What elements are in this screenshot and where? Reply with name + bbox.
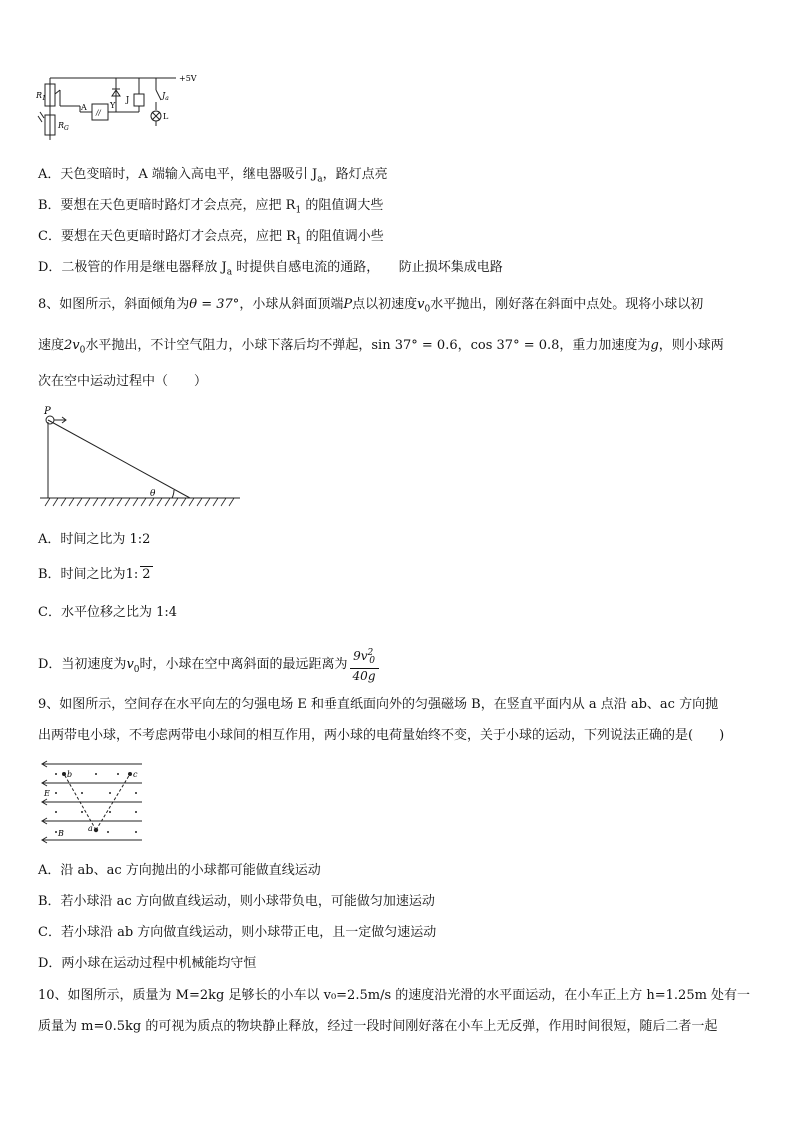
- ground-hatch: [61, 498, 66, 506]
- q8-stem-line3: 次在空中运动过程中（ ）: [38, 374, 208, 389]
- y-terminal-label: Y: [110, 101, 116, 110]
- ground-hatch: [213, 498, 218, 506]
- ground-hatch: [101, 498, 106, 506]
- ground-hatch: [69, 498, 74, 506]
- point-a-label: a: [88, 824, 93, 833]
- q9-stem-line2: 出两带电小球，不考虑两带电小球间的相互作用，两小球的电荷量始终不变，关于小球的运动，下列说法正确的是( ): [38, 728, 725, 743]
- ground-hatch: [93, 498, 98, 506]
- ground-hatch: [197, 498, 202, 506]
- q9-option-c: C．若小球沿 ab 方向做直线运动，则小球带正电，且一定做匀速运动: [38, 925, 437, 940]
- q7-option-d: D．二极管的作用是继电器释放 $J_a$ 时提供自感电流的通路， 防止损坏集成电路: [38, 260, 503, 278]
- point-p-label: P: [44, 406, 51, 417]
- b-field-label: B: [58, 829, 64, 838]
- switch-ja-label: $J_a$: [162, 91, 169, 102]
- ground-hatch: [165, 498, 170, 506]
- theta-label: θ: [150, 489, 156, 499]
- ground-hatch: [125, 498, 130, 506]
- point-c-label: c: [133, 770, 138, 779]
- q9-option-d: D．两小球在运动过程中机械能均守恒: [38, 956, 257, 971]
- q8-stem-line1: 8、如图所示，斜面倾角为θ = 37°，小球从斜面顶端P点以初速度$v_0$水平抛出，刚好落在斜面中点处。现将小球以初: [38, 297, 704, 315]
- ground-hatch: [221, 498, 226, 506]
- q8-stem-line2: 速度$2v_0$水平抛出，不计空气阻力，小球下落后均不弹起，sin 37° = 0.6，cos 37° = 0.8，重力加速度为g，则小球两: [38, 338, 724, 356]
- q8-option-c: C．水平位移之比为 1:4: [38, 605, 178, 620]
- ground-hatch: [205, 498, 210, 506]
- q9-stem-line1: 9、如图所示，空间存在水平向左的匀强电场 E 和垂直纸面向外的匀强磁场 B，在竖直平面内从 a 点沿 ab、ac 方向抛: [38, 697, 719, 712]
- ground-hatch: [117, 498, 122, 506]
- ground-hatch: [181, 498, 186, 506]
- a-terminal-label: A: [81, 103, 87, 112]
- supply-label: +5V: [179, 74, 197, 83]
- q10-stem-line1: 10、如图所示，质量为 M=2kg 足够长的小车以 v₀=2.5m/s 的速度沿光滑的水平面运动，在小车正上方 h=1.25m 处有一: [38, 988, 751, 1003]
- q10-stem-line2: 质量为 m=0.5kg 的可视为质点的物块静止释放，经过一段时间刚好落在小车上无反弹，作用时间很短，随后二者一起: [38, 1019, 718, 1034]
- gate-label: //: [96, 109, 101, 117]
- ground-hatch: [141, 498, 146, 506]
- q8-option-b: B．时间之比为1: 2: [38, 567, 151, 582]
- rg-label: $R_G$: [58, 121, 69, 132]
- ground-hatch: [133, 498, 138, 506]
- ground-hatch: [157, 498, 162, 506]
- ground-hatch: [85, 498, 90, 506]
- point-b-label: b: [67, 770, 73, 779]
- incline-diagram: [40, 402, 250, 514]
- lamp-l-label: L: [163, 112, 169, 121]
- ground-hatch: [189, 498, 194, 506]
- ground-hatch: [229, 498, 234, 506]
- q7-option-a: A．天色变暗时，A 端输入高电平，继电器吸引 $J_a$，路灯点亮: [38, 167, 388, 185]
- q8-option-a: A．时间之比为 1:2: [38, 532, 151, 547]
- q7-option-b: B．要想在天色更暗时路灯才会点亮，应把 $R_1$ 的阻值调大些: [38, 198, 384, 216]
- e-field-label: E: [44, 789, 50, 798]
- max-distance-fraction: $\frac{9v^2_0}{40g}$: [350, 646, 379, 683]
- ground-hatch: [77, 498, 82, 506]
- circuit-diagram: [36, 70, 206, 140]
- ground-hatch: [53, 498, 58, 506]
- ground-hatch: [173, 498, 178, 506]
- field-diagram: [38, 758, 148, 848]
- ground-hatch: [45, 498, 50, 506]
- q9-option-b: B．若小球沿 ac 方向做直线运动，则小球带负电，可能做匀加速运动: [38, 894, 435, 909]
- r1-label: $R_1$: [36, 91, 46, 102]
- q8-option-d: D．当初速度为$v_0$时，小球在空中离斜面的最远距离为 $\frac{9v^2_0}{40g}$: [38, 646, 379, 683]
- q7-option-c: C．要想在天色更暗时路灯才会点亮，应把 $R_1$ 的阻值调小些: [38, 229, 384, 247]
- q9-option-a: A．沿 ab、ac 方向抛出的小球都可能做直线运动: [38, 863, 321, 878]
- ground-hatch: [149, 498, 154, 506]
- ground-hatch: [109, 498, 114, 506]
- relay-j-label: J: [126, 95, 130, 104]
